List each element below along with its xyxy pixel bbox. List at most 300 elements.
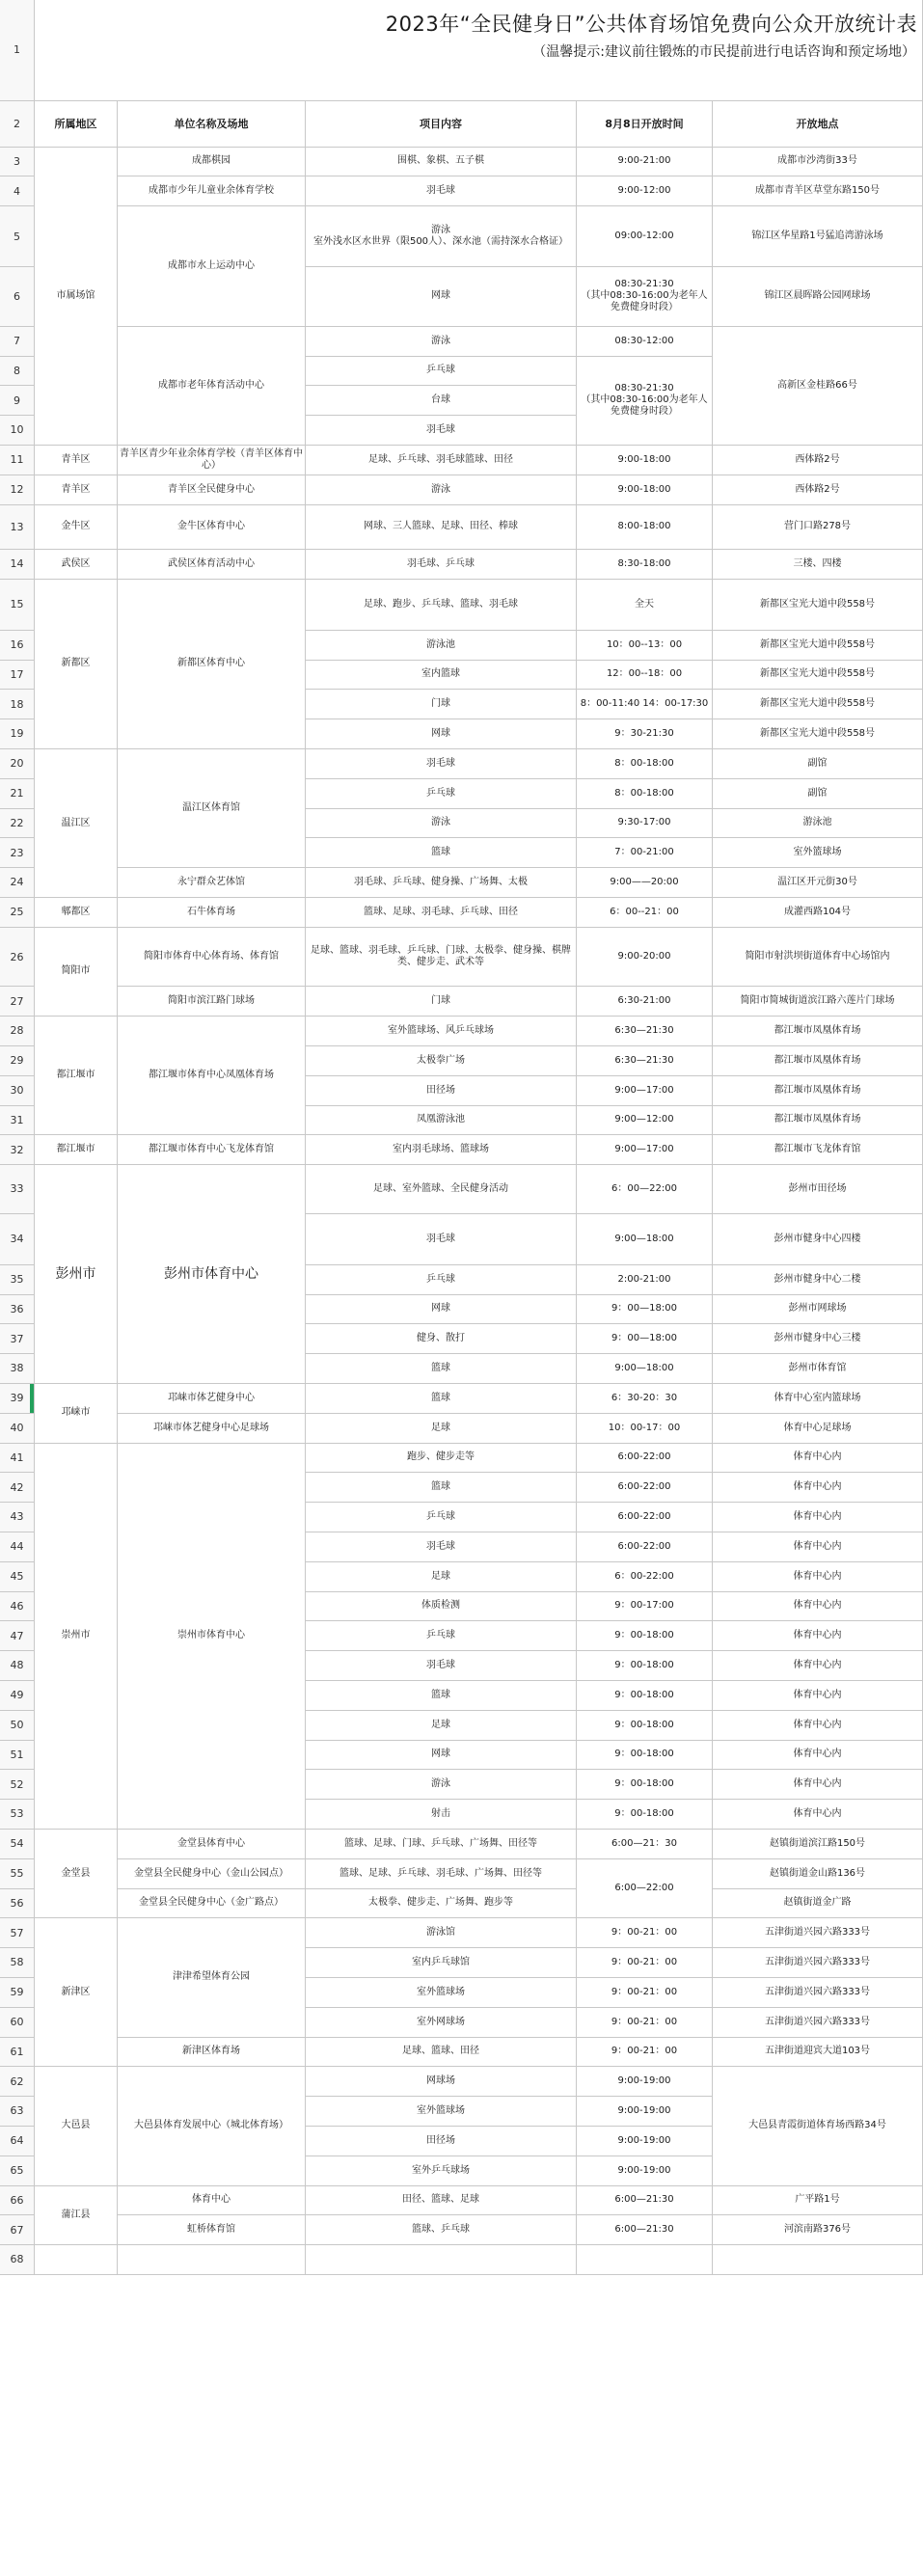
region-cell[interactable]: 彭州市 <box>35 1165 118 1384</box>
time-cell[interactable]: 8:00-18:00 <box>577 505 713 550</box>
time-cell[interactable]: 6：00—22:00 <box>577 1165 713 1213</box>
row-number[interactable]: 68 <box>0 2245 35 2275</box>
region-cell[interactable]: 武侯区 <box>35 550 118 580</box>
row-number[interactable]: 2 <box>0 101 35 148</box>
time-cell[interactable]: 6:00—22:00 <box>577 1859 713 1919</box>
row-number[interactable]: 16 <box>0 631 35 661</box>
item-cell[interactable]: 羽毛球 <box>306 1214 577 1265</box>
row-number[interactable]: 36 <box>0 1295 35 1325</box>
empty-cell[interactable] <box>35 2245 118 2275</box>
time-cell[interactable]: 6:30—21:30 <box>577 1046 713 1076</box>
item-cell[interactable]: 跑步、健步走等 <box>306 1444 577 1474</box>
row-number[interactable]: 41 <box>0 1444 35 1474</box>
location-cell[interactable]: 体育中心内 <box>713 1741 923 1771</box>
location-cell[interactable]: 河滨南路376号 <box>713 2215 923 2245</box>
item-cell[interactable]: 游泳 室外浅水区水世界（限500人）、深水池（需持深水合格证） <box>306 206 577 267</box>
item-cell[interactable]: 室外网球场 <box>306 2008 577 2038</box>
location-cell[interactable]: 营门口路278号 <box>713 505 923 550</box>
item-cell[interactable]: 羽毛球、乒乓球 <box>306 550 577 580</box>
item-cell[interactable]: 射击 <box>306 1800 577 1830</box>
item-cell[interactable]: 乒乓球 <box>306 1265 577 1295</box>
item-cell[interactable]: 游泳 <box>306 327 577 357</box>
unit-cell[interactable]: 都江堰市体育中心飞龙体育馆 <box>118 1135 306 1165</box>
region-cell[interactable]: 新津区 <box>35 1918 118 2067</box>
time-cell[interactable]: 6：30-20：30 <box>577 1384 713 1414</box>
time-cell[interactable]: 9:00-19:00 <box>577 2097 713 2127</box>
item-cell[interactable]: 游泳馆 <box>306 1918 577 1948</box>
item-cell[interactable]: 篮球 <box>306 1681 577 1711</box>
time-cell[interactable]: 9：00-21：00 <box>577 2038 713 2068</box>
row-number[interactable]: 58 <box>0 1948 35 1978</box>
unit-cell[interactable]: 崇州市体育中心 <box>118 1444 306 1830</box>
item-cell[interactable]: 足球、跑步、乒乓球、篮球、羽毛球 <box>306 580 577 631</box>
row-number[interactable]: 59 <box>0 1978 35 2008</box>
row-number[interactable]: 17 <box>0 661 35 691</box>
empty-cell[interactable] <box>306 2245 577 2275</box>
unit-cell[interactable]: 简阳市滨江路门球场 <box>118 987 306 1017</box>
row-number[interactable]: 30 <box>0 1076 35 1106</box>
region-cell[interactable]: 金堂县 <box>35 1830 118 1918</box>
item-cell[interactable]: 足球 <box>306 1711 577 1741</box>
item-cell[interactable]: 室外篮球场 <box>306 2097 577 2127</box>
location-cell[interactable]: 彭州市健身中心二楼 <box>713 1265 923 1295</box>
time-cell[interactable]: 8：00-18:00 <box>577 779 713 809</box>
row-number[interactable]: 53 <box>0 1800 35 1830</box>
header-cell[interactable]: 8月8日开放时间 <box>577 101 713 148</box>
location-cell[interactable]: 五津街道兴园六路333号 <box>713 1978 923 2008</box>
item-cell[interactable]: 太极拳、健步走、广场舞、跑步等 <box>306 1889 577 1919</box>
location-cell[interactable]: 都江堰市凤凰体育场 <box>713 1046 923 1076</box>
item-cell[interactable]: 网球场 <box>306 2067 577 2097</box>
time-cell[interactable]: 7：00-21:00 <box>577 838 713 868</box>
location-cell[interactable]: 新都区宝光大道中段558号 <box>713 661 923 691</box>
row-number[interactable]: 64 <box>0 2127 35 2156</box>
time-cell[interactable]: 9：00-18:00 <box>577 1770 713 1800</box>
region-cell[interactable]: 青羊区 <box>35 475 118 505</box>
time-cell[interactable]: 9:00—17:00 <box>577 1135 713 1165</box>
location-cell[interactable]: 彭州市网球场 <box>713 1295 923 1325</box>
empty-cell[interactable] <box>118 2245 306 2275</box>
item-cell[interactable]: 足球 <box>306 1414 577 1444</box>
item-cell[interactable]: 田径、篮球、足球 <box>306 2186 577 2216</box>
location-cell[interactable]: 都江堰市凤凰体育场 <box>713 1017 923 1046</box>
location-cell[interactable]: 新都区宝光大道中段558号 <box>713 690 923 719</box>
location-cell[interactable]: 都江堰市凤凰体育场 <box>713 1076 923 1106</box>
row-number[interactable]: 44 <box>0 1532 35 1562</box>
row-number[interactable]: 55 <box>0 1859 35 1889</box>
region-cell[interactable]: 郫都区 <box>35 898 118 928</box>
header-cell[interactable]: 开放地点 <box>713 101 923 148</box>
row-number[interactable]: 46 <box>0 1592 35 1622</box>
row-number[interactable]: 8 <box>0 357 35 387</box>
location-cell[interactable]: 体育中心内 <box>713 1562 923 1592</box>
row-number[interactable]: 21 <box>0 779 35 809</box>
item-cell[interactable]: 足球 <box>306 1562 577 1592</box>
header-cell[interactable]: 所属地区 <box>35 101 118 148</box>
location-cell[interactable]: 游泳池 <box>713 809 923 839</box>
item-cell[interactable]: 乒乓球 <box>306 1503 577 1532</box>
row-number[interactable]: 63 <box>0 2097 35 2127</box>
row-number[interactable]: 9 <box>0 386 35 416</box>
time-cell[interactable]: 8：00-18:00 <box>577 749 713 779</box>
unit-cell[interactable]: 大邑县体育发展中心（城北体育场） <box>118 2067 306 2185</box>
unit-cell[interactable]: 新津区体育场 <box>118 2038 306 2068</box>
item-cell[interactable]: 室外篮球场 <box>306 1978 577 2008</box>
row-number[interactable]: 39 <box>0 1384 35 1414</box>
row-number[interactable]: 11 <box>0 446 35 475</box>
item-cell[interactable]: 游泳 <box>306 1770 577 1800</box>
row-number[interactable]: 28 <box>0 1017 35 1046</box>
location-cell[interactable]: 大邑县青霞街道体育场西路34号 <box>713 2067 923 2185</box>
region-cell[interactable]: 都江堰市 <box>35 1135 118 1165</box>
row-number[interactable]: 13 <box>0 505 35 550</box>
location-cell[interactable]: 成灌西路104号 <box>713 898 923 928</box>
time-cell[interactable]: 9:00-21:00 <box>577 148 713 177</box>
time-cell[interactable]: 9:00-18:00 <box>577 446 713 475</box>
item-cell[interactable]: 网球 <box>306 1741 577 1771</box>
time-cell[interactable]: 12：00--18：00 <box>577 661 713 691</box>
row-number[interactable]: 3 <box>0 148 35 177</box>
time-cell[interactable]: 9：00-18:00 <box>577 1621 713 1651</box>
item-cell[interactable]: 篮球 <box>306 1473 577 1503</box>
location-cell[interactable]: 广平路1号 <box>713 2186 923 2216</box>
row-number[interactable]: 33 <box>0 1165 35 1213</box>
item-cell[interactable]: 足球、室外篮球、全民健身活动 <box>306 1165 577 1213</box>
item-cell[interactable]: 乒乓球 <box>306 1621 577 1651</box>
row-number[interactable]: 51 <box>0 1741 35 1771</box>
row-number[interactable]: 34 <box>0 1214 35 1265</box>
unit-cell[interactable]: 金牛区体育中心 <box>118 505 306 550</box>
row-number[interactable]: 18 <box>0 690 35 719</box>
time-cell[interactable]: 9：00-21：00 <box>577 1948 713 1978</box>
location-cell[interactable]: 室外篮球场 <box>713 838 923 868</box>
location-cell[interactable]: 副馆 <box>713 749 923 779</box>
item-cell[interactable]: 体质检测 <box>306 1592 577 1622</box>
time-cell[interactable]: 9：30-21:30 <box>577 719 713 749</box>
empty-cell[interactable] <box>713 2245 923 2275</box>
item-cell[interactable]: 游泳池 <box>306 631 577 661</box>
unit-cell[interactable]: 金堂县全民健身中心（金广路点） <box>118 1889 306 1919</box>
time-cell[interactable]: 9：00-18:00 <box>577 1681 713 1711</box>
time-cell[interactable]: 9:00-18:00 <box>577 475 713 505</box>
item-cell[interactable]: 羽毛球、乒乓球、健身操、广场舞、太极 <box>306 868 577 898</box>
unit-cell[interactable]: 成都市少年儿童业余体育学校 <box>118 176 306 206</box>
item-cell[interactable]: 篮球 <box>306 838 577 868</box>
location-cell[interactable]: 锦江区晨晖路公园网球场 <box>713 267 923 327</box>
time-cell[interactable]: 08:30-12:00 <box>577 327 713 357</box>
unit-cell[interactable]: 邛崃市体艺健身中心足球场 <box>118 1414 306 1444</box>
location-cell[interactable]: 体育中心内 <box>713 1444 923 1474</box>
location-cell[interactable]: 体育中心内 <box>713 1592 923 1622</box>
region-cell[interactable]: 邛崃市 <box>35 1384 118 1444</box>
time-cell[interactable]: 9：00—18:00 <box>577 1295 713 1325</box>
location-cell[interactable]: 新都区宝光大道中段558号 <box>713 631 923 661</box>
location-cell[interactable]: 体育中心内 <box>713 1503 923 1532</box>
time-cell[interactable]: 10：00-17：00 <box>577 1414 713 1444</box>
row-number[interactable]: 49 <box>0 1681 35 1711</box>
unit-cell[interactable]: 体育中心 <box>118 2186 306 2216</box>
row-number[interactable]: 31 <box>0 1106 35 1136</box>
time-cell[interactable]: 6：00-22:00 <box>577 1562 713 1592</box>
item-cell[interactable]: 网球 <box>306 719 577 749</box>
time-cell[interactable]: 9：00-18:00 <box>577 1651 713 1681</box>
unit-cell[interactable]: 津津希望体育公园 <box>118 1918 306 2037</box>
item-cell[interactable]: 乒乓球 <box>306 357 577 387</box>
row-number[interactable]: 66 <box>0 2186 35 2216</box>
location-cell[interactable]: 五津街道兴园六路333号 <box>713 1948 923 1978</box>
time-cell[interactable]: 6:00-22:00 <box>577 1503 713 1532</box>
region-cell[interactable]: 大邑县 <box>35 2067 118 2185</box>
unit-cell[interactable]: 成都棋园 <box>118 148 306 177</box>
time-cell[interactable]: 9:00-19:00 <box>577 2067 713 2097</box>
item-cell[interactable]: 足球、篮球、羽毛球、乒乓球、门球、太极拳、健身操、棋牌类、健步走、武术等 <box>306 928 577 988</box>
row-number[interactable]: 54 <box>0 1830 35 1859</box>
time-cell[interactable]: 9:00—12:00 <box>577 1106 713 1136</box>
region-cell[interactable]: 青羊区 <box>35 446 118 475</box>
row-number[interactable]: 38 <box>0 1354 35 1384</box>
time-cell[interactable]: 9:30-17:00 <box>577 809 713 839</box>
location-cell[interactable]: 体育中心足球场 <box>713 1414 923 1444</box>
location-cell[interactable]: 西体路2号 <box>713 446 923 475</box>
time-cell[interactable]: 9：00-18:00 <box>577 1741 713 1771</box>
time-cell[interactable]: 10：00--13：00 <box>577 631 713 661</box>
item-cell[interactable]: 羽毛球 <box>306 749 577 779</box>
row-number[interactable]: 15 <box>0 580 35 631</box>
region-cell[interactable]: 简阳市 <box>35 928 118 1017</box>
region-cell[interactable]: 蒲江县 <box>35 2186 118 2246</box>
row-number[interactable]: 67 <box>0 2215 35 2245</box>
row-number[interactable]: 7 <box>0 327 35 357</box>
item-cell[interactable]: 游泳 <box>306 475 577 505</box>
item-cell[interactable]: 足球、乒乓球、羽毛球篮球、田径 <box>306 446 577 475</box>
row-number[interactable]: 27 <box>0 987 35 1017</box>
time-cell[interactable]: 6:00-22:00 <box>577 1444 713 1474</box>
row-number[interactable]: 57 <box>0 1918 35 1948</box>
region-cell[interactable]: 金牛区 <box>35 505 118 550</box>
row-number[interactable]: 37 <box>0 1324 35 1354</box>
location-cell[interactable]: 彭州市健身中心三楼 <box>713 1324 923 1354</box>
time-cell[interactable]: 9：00-21：00 <box>577 2008 713 2038</box>
time-cell[interactable]: 9:00-12:00 <box>577 176 713 206</box>
row-number[interactable]: 40 <box>0 1414 35 1444</box>
item-cell[interactable]: 网球、三人篮球、足球、田径、棒球 <box>306 505 577 550</box>
time-cell[interactable]: 08:30-21:30 （其中08:30-16:00为老年人免费健身时段） <box>577 357 713 446</box>
row-number[interactable]: 42 <box>0 1473 35 1503</box>
location-cell[interactable]: 五津街道迎宾大道103号 <box>713 2038 923 2068</box>
unit-cell[interactable]: 邛崃市体艺健身中心 <box>118 1384 306 1414</box>
time-cell[interactable]: 9：00-21：00 <box>577 1978 713 2008</box>
time-cell[interactable]: 8：00-11:40 14：00-17:30 <box>577 690 713 719</box>
row-number[interactable]: 43 <box>0 1503 35 1532</box>
row-number[interactable]: 65 <box>0 2156 35 2186</box>
unit-cell[interactable]: 温江区体育馆 <box>118 749 306 868</box>
row-number[interactable]: 5 <box>0 206 35 267</box>
unit-cell[interactable]: 青羊区全民健身中心 <box>118 475 306 505</box>
location-cell[interactable]: 体育中心内 <box>713 1711 923 1741</box>
location-cell[interactable]: 体育中心内 <box>713 1473 923 1503</box>
row-number[interactable]: 60 <box>0 2008 35 2038</box>
unit-cell[interactable]: 青羊区青少年业余体育学校（青羊区体育中心） <box>118 446 306 475</box>
row-number[interactable]: 20 <box>0 749 35 779</box>
location-cell[interactable]: 体育中心内 <box>713 1770 923 1800</box>
location-cell[interactable]: 体育中心内 <box>713 1651 923 1681</box>
location-cell[interactable]: 锦江区华星路1号猛追湾游泳场 <box>713 206 923 267</box>
item-cell[interactable]: 羽毛球 <box>306 1532 577 1562</box>
time-cell[interactable]: 6：00--21：00 <box>577 898 713 928</box>
item-cell[interactable]: 田径场 <box>306 2127 577 2156</box>
region-cell[interactable]: 市属场馆 <box>35 148 118 446</box>
item-cell[interactable]: 篮球、足球、羽毛球、乒乓球、田径 <box>306 898 577 928</box>
item-cell[interactable]: 篮球、足球、乒乓球、羽毛球、广场舞、田径等 <box>306 1859 577 1889</box>
item-cell[interactable]: 羽毛球 <box>306 416 577 446</box>
location-cell[interactable]: 赵镇街道金广路 <box>713 1889 923 1919</box>
item-cell[interactable]: 室内篮球 <box>306 661 577 691</box>
unit-cell[interactable]: 成都市老年体育活动中心 <box>118 327 306 446</box>
row-number[interactable]: 19 <box>0 719 35 749</box>
location-cell[interactable]: 温江区开元街30号 <box>713 868 923 898</box>
row-number[interactable]: 50 <box>0 1711 35 1741</box>
location-cell[interactable]: 简阳市射洪坝街道体育中心场馆内 <box>713 928 923 988</box>
time-cell[interactable]: 9:00-19:00 <box>577 2127 713 2156</box>
row-number[interactable]: 35 <box>0 1265 35 1295</box>
row-number[interactable]: 1 <box>0 0 35 101</box>
item-cell[interactable]: 羽毛球 <box>306 176 577 206</box>
location-cell[interactable]: 三楼、四楼 <box>713 550 923 580</box>
header-cell[interactable]: 单位名称及场地 <box>118 101 306 148</box>
row-number[interactable]: 26 <box>0 928 35 988</box>
time-cell[interactable]: 6:00-22:00 <box>577 1473 713 1503</box>
location-cell[interactable]: 赵镇街道滨江路150号 <box>713 1830 923 1859</box>
time-cell[interactable]: 8:30-18:00 <box>577 550 713 580</box>
time-cell[interactable]: 9：00-17:00 <box>577 1592 713 1622</box>
item-cell[interactable]: 篮球、足球、门球、乒乓球、广场舞、田径等 <box>306 1830 577 1859</box>
item-cell[interactable]: 凤凰游泳池 <box>306 1106 577 1136</box>
time-cell[interactable]: 9：00-18:00 <box>577 1800 713 1830</box>
unit-cell[interactable]: 虹桥体育馆 <box>118 2215 306 2245</box>
time-cell[interactable]: 6:00—21：30 <box>577 1830 713 1859</box>
location-cell[interactable]: 西体路2号 <box>713 475 923 505</box>
row-number[interactable]: 45 <box>0 1562 35 1592</box>
row-number[interactable]: 23 <box>0 838 35 868</box>
unit-cell[interactable]: 彭州市体育中心 <box>118 1165 306 1384</box>
location-cell[interactable]: 赵镇街道金山路136号 <box>713 1859 923 1889</box>
location-cell[interactable]: 新都区宝光大道中段558号 <box>713 580 923 631</box>
time-cell[interactable]: 6:00-22:00 <box>577 1532 713 1562</box>
item-cell[interactable]: 网球 <box>306 1295 577 1325</box>
location-cell[interactable]: 简阳市简城街道滨江路六莲片门球场 <box>713 987 923 1017</box>
location-cell[interactable]: 都江堰市飞龙体育馆 <box>713 1135 923 1165</box>
unit-cell[interactable]: 简阳市体育中心体育场、体育馆 <box>118 928 306 988</box>
unit-cell[interactable]: 武侯区体育活动中心 <box>118 550 306 580</box>
location-cell[interactable]: 五津街道兴园六路333号 <box>713 1918 923 1948</box>
row-number[interactable]: 25 <box>0 898 35 928</box>
location-cell[interactable]: 体育中心内 <box>713 1532 923 1562</box>
row-number[interactable]: 24 <box>0 868 35 898</box>
region-cell[interactable]: 崇州市 <box>35 1444 118 1830</box>
row-number[interactable]: 56 <box>0 1889 35 1919</box>
unit-cell[interactable]: 永宁群众艺体馆 <box>118 868 306 898</box>
row-number[interactable]: 48 <box>0 1651 35 1681</box>
time-cell[interactable]: 6:00—21:30 <box>577 2186 713 2216</box>
empty-cell[interactable] <box>577 2245 713 2275</box>
unit-cell[interactable]: 新都区体育中心 <box>118 580 306 749</box>
item-cell[interactable]: 健身、散打 <box>306 1324 577 1354</box>
row-number[interactable]: 29 <box>0 1046 35 1076</box>
time-cell[interactable]: 9:00-19:00 <box>577 2156 713 2186</box>
time-cell[interactable]: 9:00—18:00 <box>577 1354 713 1384</box>
row-number[interactable]: 22 <box>0 809 35 839</box>
time-cell[interactable]: 9：00—18:00 <box>577 1324 713 1354</box>
row-number[interactable]: 32 <box>0 1135 35 1165</box>
region-cell[interactable]: 温江区 <box>35 749 118 898</box>
time-cell[interactable]: 08:30-21:30 （其中08:30-16:00为老年人免费健身时段） <box>577 267 713 327</box>
unit-cell[interactable]: 成都市水上运动中心 <box>118 206 306 327</box>
location-cell[interactable]: 副馆 <box>713 779 923 809</box>
location-cell[interactable]: 彭州市田径场 <box>713 1165 923 1213</box>
location-cell[interactable]: 新都区宝光大道中段558号 <box>713 719 923 749</box>
row-number[interactable]: 10 <box>0 416 35 446</box>
unit-cell[interactable]: 金堂县全民健身中心（金山公园点） <box>118 1859 306 1889</box>
time-cell[interactable]: 9：00-18:00 <box>577 1711 713 1741</box>
location-cell[interactable]: 成都市沙湾街33号 <box>713 148 923 177</box>
item-cell[interactable]: 篮球 <box>306 1354 577 1384</box>
time-cell[interactable]: 全天 <box>577 580 713 631</box>
unit-cell[interactable]: 石牛体育场 <box>118 898 306 928</box>
row-number[interactable]: 12 <box>0 475 35 505</box>
location-cell[interactable]: 都江堰市凤凰体育场 <box>713 1106 923 1136</box>
location-cell[interactable]: 体育中心内 <box>713 1681 923 1711</box>
location-cell[interactable]: 彭州市健身中心四楼 <box>713 1214 923 1265</box>
item-cell[interactable]: 围棋、象棋、五子棋 <box>306 148 577 177</box>
item-cell[interactable]: 室内乒乓球馆 <box>306 1948 577 1978</box>
row-number[interactable]: 4 <box>0 176 35 206</box>
item-cell[interactable]: 室内羽毛球场、篮球场 <box>306 1135 577 1165</box>
row-number[interactable]: 62 <box>0 2067 35 2097</box>
item-cell[interactable]: 游泳 <box>306 809 577 839</box>
item-cell[interactable]: 室外篮球场、风乒乓球场 <box>306 1017 577 1046</box>
region-cell[interactable]: 都江堰市 <box>35 1017 118 1135</box>
time-cell[interactable]: 9：00-21：00 <box>577 1918 713 1948</box>
header-cell[interactable]: 项目内容 <box>306 101 577 148</box>
item-cell[interactable]: 门球 <box>306 987 577 1017</box>
location-cell[interactable]: 体育中心内 <box>713 1800 923 1830</box>
time-cell[interactable]: 2:00-21:00 <box>577 1265 713 1295</box>
time-cell[interactable]: 9:00-20:00 <box>577 928 713 988</box>
time-cell[interactable]: 9:00—17:00 <box>577 1076 713 1106</box>
item-cell[interactable]: 乒乓球 <box>306 779 577 809</box>
item-cell[interactable]: 室外乒乓球场 <box>306 2156 577 2186</box>
time-cell[interactable]: 6:30—21:30 <box>577 1017 713 1046</box>
time-cell[interactable]: 9:00—18:00 <box>577 1214 713 1265</box>
location-cell[interactable]: 体育中心内 <box>713 1621 923 1651</box>
unit-cell[interactable]: 都江堰市体育中心凤凰体育场 <box>118 1017 306 1135</box>
location-cell[interactable]: 彭州市体育馆 <box>713 1354 923 1384</box>
item-cell[interactable]: 篮球 <box>306 1384 577 1414</box>
row-number[interactable]: 14 <box>0 550 35 580</box>
item-cell[interactable]: 台球 <box>306 386 577 416</box>
time-cell[interactable]: 6:00—21:30 <box>577 2215 713 2245</box>
item-cell[interactable]: 网球 <box>306 267 577 327</box>
unit-cell[interactable]: 金堂县体育中心 <box>118 1830 306 1859</box>
location-cell[interactable]: 高新区金桂路66号 <box>713 327 923 446</box>
location-cell[interactable]: 五津街道兴园六路333号 <box>713 2008 923 2038</box>
location-cell[interactable]: 成都市青羊区草堂东路150号 <box>713 176 923 206</box>
time-cell[interactable]: 09:00-12:00 <box>577 206 713 267</box>
item-cell[interactable]: 门球 <box>306 690 577 719</box>
item-cell[interactable]: 太极拳广场 <box>306 1046 577 1076</box>
row-number[interactable]: 52 <box>0 1770 35 1800</box>
row-number[interactable]: 6 <box>0 267 35 327</box>
